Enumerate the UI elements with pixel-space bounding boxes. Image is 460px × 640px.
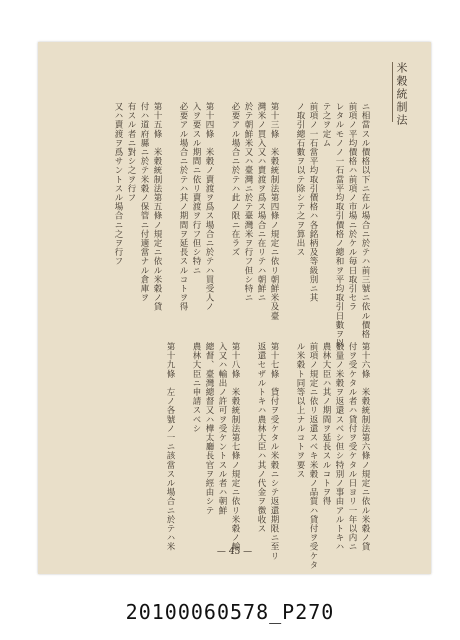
image-caption: 20100060578_P270 — [125, 600, 335, 624]
running-head: 米穀統制法 — [395, 62, 408, 127]
document-page — [38, 42, 431, 574]
upper-text-block: ニ相當スル價格以下ニ在ル場合ニ於テハ前三號ニ依ル價格 前項ノ平均價格ハ前項ノ市場ニ於ケル毎日取引セラ レタルモノノ一石當平均取引價格ノ總和ヲ平均取引日數ヲ以 テ之ヲ定ム 前項ノ一石當平均取引價格ハ各銘柄及等級別ニ其 ノ取引總石數ヲ以テ除シテ之ヲ算出ス 第十三條 米穀統制法第四條ノ規定ニ依リ朝鮮米及臺 灣米ノ買入又ハ賣渡ヲ爲ス場合ニ在リテハ朝鮮ニ 於テ朝鮮米又ハ臺灣ニ於テ臺灣米ヲ行フ但シ特ニ 必要アル場合ニ於テハ此ノ限ニ在ラズ 第十四條 米穀ノ賣渡ヲ爲ス場合ニ於テハ買受人ノ 入ヲ要スル期間ニ依リ賣渡ヲ行フ但シ特ニ 必要アル場合ニ於テハ其ノ期間ヲ延長スルコトヲ得 第十五條 米穀統制法第五條ノ規定ニ依ル米穀ノ貸 付ハ道府縣ニ於テ米穀ノ保管ニ付適當ナル倉庫ヲ 有スル者ニ對シ之ヲ行フ 又ハ賣渡ヲ爲サントスル場合ニ之ヲ行フ — [113, 102, 370, 348]
page-number: — 45 — — [216, 547, 253, 557]
lower-text-block: 第十六條 米穀統制法第六條ノ規定ニ依ル米穀ノ貸 付ヲ受ケタル者ハ貸付ヲ受ケタル日ヨリ一年以内ニ 數量ノ米穀ヲ返還スベシ但シ特別ノ事由アルトキハ 農林大臣ハ其ノ期間ヲ延長スルコトヲ得 前項ノ規定ニ依リ返還スベキ米穀ノ品質ハ貸付ヲ受ケタ ル米穀ト同等以上ナルコトヲ要ス 第十七條 貸付ヲ受ケタル米穀ニシテ返還期限ニ至リ 返還セザルトキハ農林大臣ハ其ノ代金ヲ徴收ス 第十八條 米穀統制法第七條ノ規定ニ依リ米穀ノ輸 入又ハ輸出ノ許可ヲ受ケントスル者ハ朝鮮 總督、臺灣總督又ハ樺太廳長官ヲ經由シテ 農林大臣ニ申請スベシ 第十九條 左ノ各號ノ一ニ該當スル場合ニ於テハ米 — [165, 342, 370, 570]
